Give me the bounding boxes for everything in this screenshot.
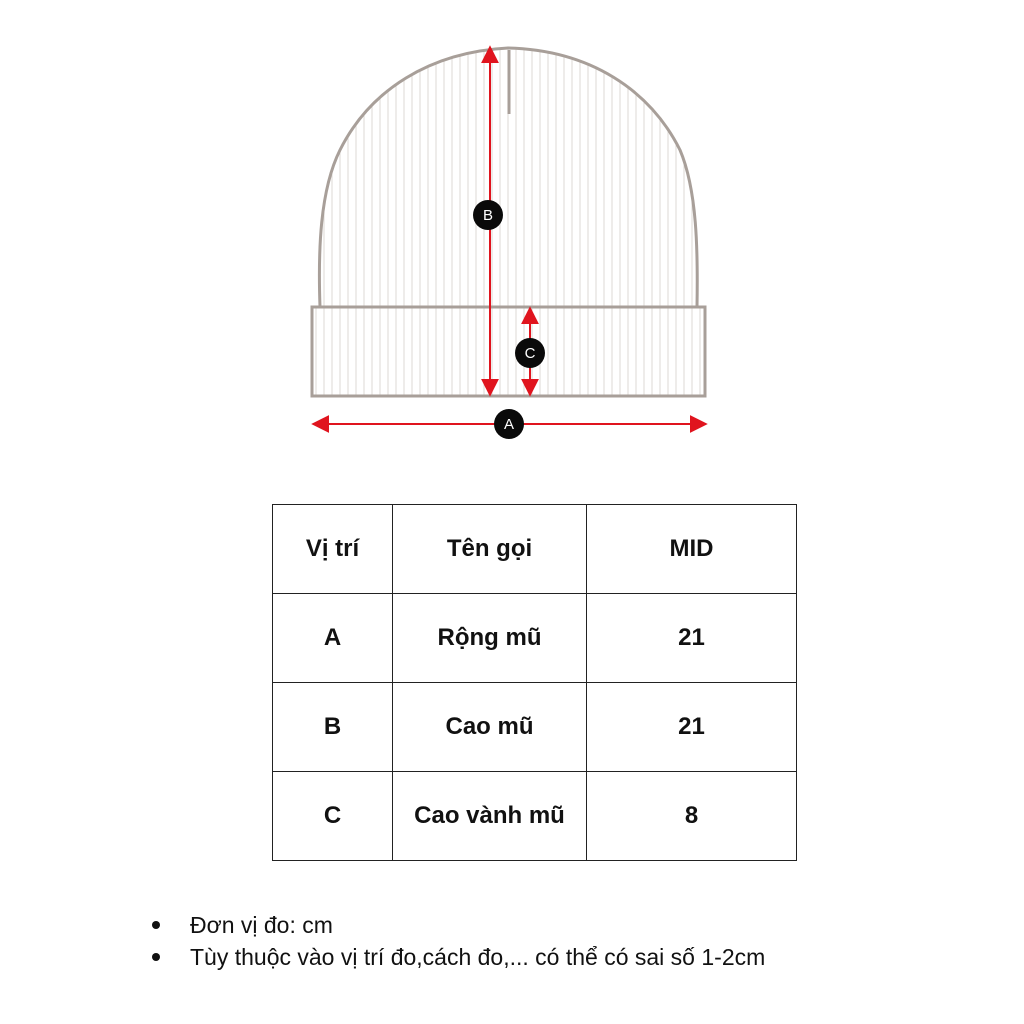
note-tolerance: Tùy thuộc vào vị trí đo,cách đo,... có thể có sai số 1-2cm — [190, 944, 766, 970]
cell-name: Cao vành mũ — [393, 772, 587, 861]
marker-c-label: C — [524, 345, 536, 362]
header-name: Tên gọi — [393, 505, 587, 594]
marker-c — [515, 338, 545, 368]
marker-b — [473, 200, 503, 230]
size-table — [272, 504, 797, 861]
header-position: Vị trí — [273, 505, 393, 594]
cell-value: 21 — [587, 683, 797, 772]
bullet-icon — [152, 953, 160, 961]
list-item — [148, 941, 765, 973]
cell-position: B — [273, 683, 393, 772]
cell-name: Rộng mũ — [393, 594, 587, 683]
cell-position: A — [273, 594, 393, 683]
table-header-row — [273, 505, 797, 594]
cell-name: Cao mũ — [393, 683, 587, 772]
list-item — [148, 909, 765, 941]
marker-a-label: A — [503, 416, 515, 433]
note-unit: Đơn vị đo: cm — [190, 912, 333, 938]
cell-value: 8 — [587, 772, 797, 861]
cell-position: C — [273, 772, 393, 861]
beanie-measurement-diagram — [0, 0, 1024, 470]
beanie-illustration — [312, 48, 705, 396]
notes-list — [148, 909, 765, 973]
table-row — [273, 772, 797, 861]
cell-value: 21 — [587, 594, 797, 683]
marker-a — [494, 409, 524, 439]
table-row — [273, 683, 797, 772]
table-row — [273, 594, 797, 683]
header-size-mid: MID — [587, 505, 797, 594]
beanie-cuff — [312, 307, 705, 396]
marker-b-label: B — [482, 207, 494, 224]
bullet-icon — [152, 921, 160, 929]
